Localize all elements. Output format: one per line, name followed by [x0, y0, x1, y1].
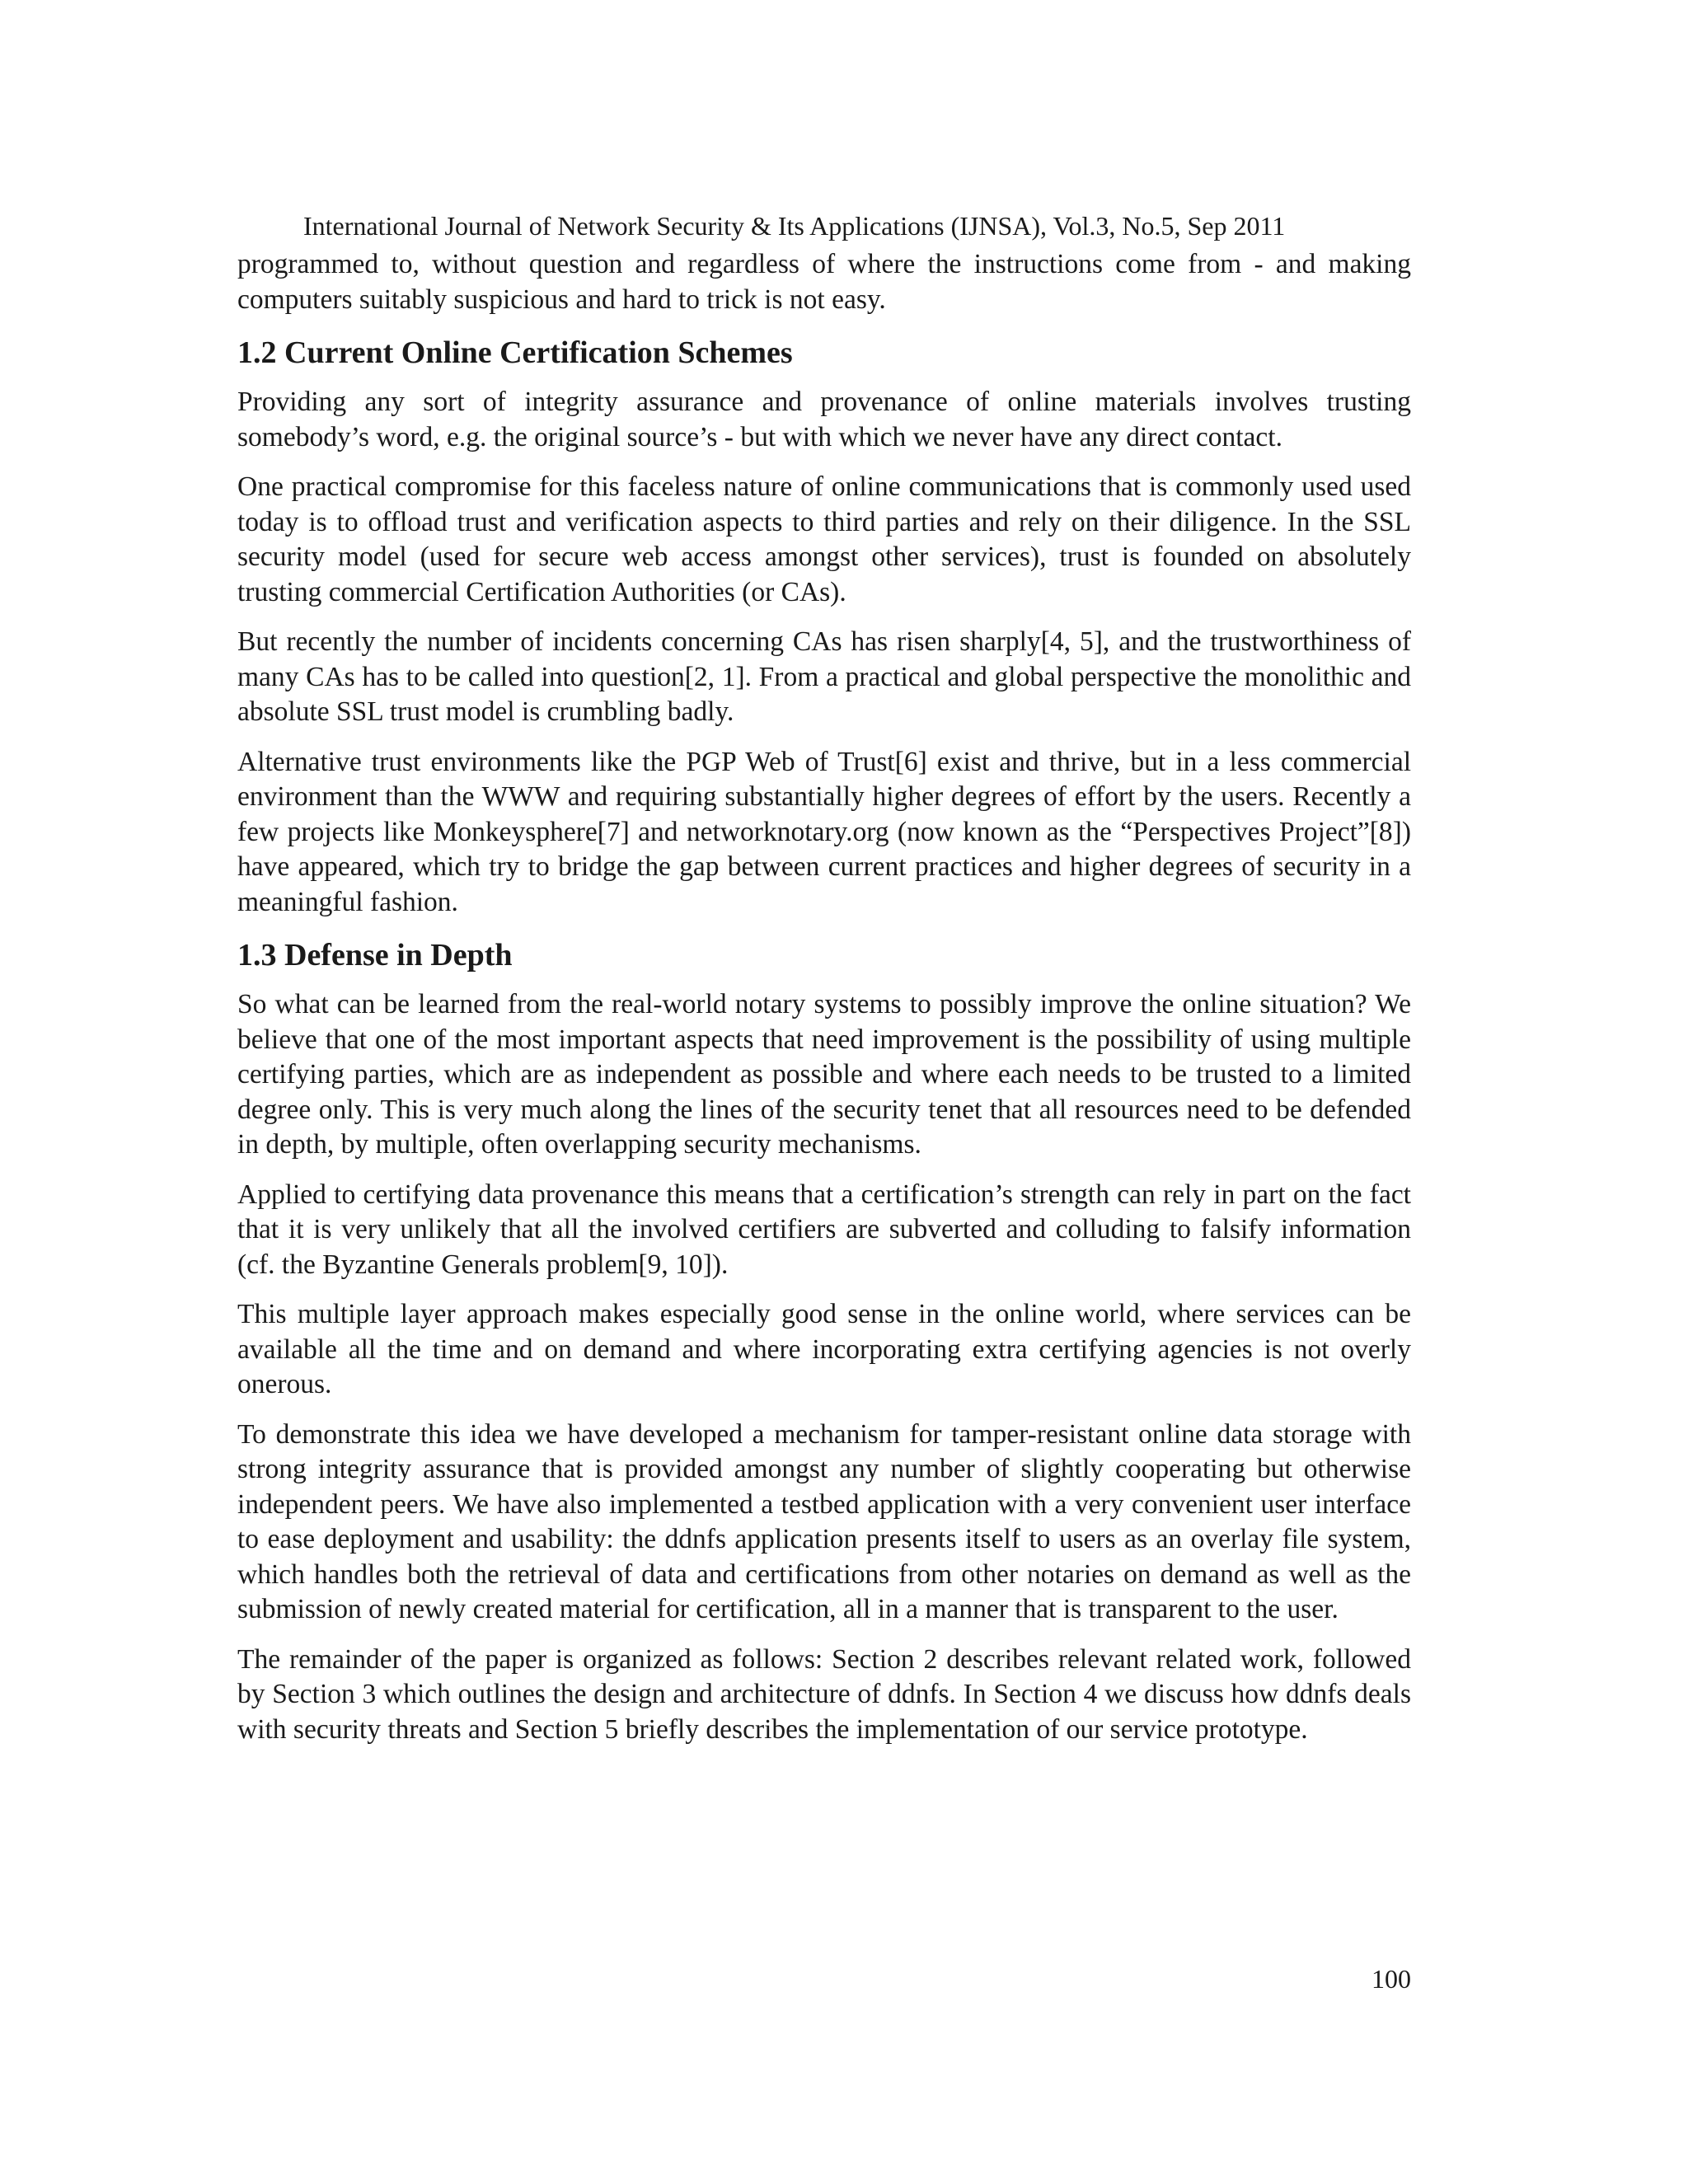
page-body — [237, 247, 1411, 1762]
paragraph: So what can be learned from the real-world notary systems to possibly improve the online situation? We believe that one of the most important aspects that need improvement is the possibility of using multiple certifying parties, which are as independent as possible and where each needs to be trusted to a limited degree only. This is very much along the lines of the security tenet that all resources need to be defended in depth, by multiple, often overlapping security mechanisms. — [237, 989, 1411, 1160]
section-heading-1-2: 1.2 Current Online Certification Schemes — [237, 335, 793, 370]
paragraph: Applied to certifying data provenance this means that a certification’s strength can rely in part on the fact that it is very unlikely that all the involved certifiers are subverted and colluding to falsify information (cf. the Byzantine Generals problem[9, 10]). — [237, 1179, 1411, 1280]
paragraph: Providing any sort of integrity assurance and provenance of online materials involves trusting somebody’s word, e.g. the original source’s - but with which we never have any direct contact. — [237, 387, 1411, 452]
page-number: 100 — [1372, 1964, 1411, 1994]
paragraph: One practical compromise for this faceless nature of online communications that is commonly used used today is to offload trust and verification aspects to third parties and rely on their diligence. In the SSL security model (used for secure web access amongst other services), trust is founded on absolutely trusting commercial Certification Authorities (or CAs). — [237, 471, 1411, 607]
paragraph-continuation: programmed to, without question and regardless of where the instructions come from - and making computers suitably suspicious and hard to trick is not easy. — [237, 249, 1411, 315]
running-header: International Journal of Network Security & Its Applications (IJNSA), Vol.3, No.5, Sep 2011 — [303, 211, 1286, 241]
paragraph: Alternative trust environments like the PGP Web of Trust[6] exist and thrive, but in a less commercial environment than the WWW and requiring substantially higher degrees of effort by the users. Recently a few projects like Monkeysphere[7] and networknotary.org (now known as the “Perspectives Project”[8]) have appeared, which try to bridge the gap between current practices and higher degrees of security in a meaningful fashion. — [237, 746, 1411, 917]
paragraph: This multiple layer approach makes especially good sense in the online world, where services can be available all the time and on demand and where incorporating extra certifying agencies is not overly onerous. — [237, 1299, 1411, 1399]
paragraph: But recently the number of incidents concerning CAs has risen sharply[4, 5], and the trustworthiness of many CAs has to be called into question[2, 1]. From a practical and global perspective the monolithic and absolute SSL trust model is crumbling badly. — [237, 626, 1411, 727]
paragraph: The remainder of the paper is organized as follows: Section 2 describes relevant related work, followed by Section 3 which outlines the design and architecture of ddnfs. In Section 4 we discuss how ddnfs deals with security threats and Section 5 briefly describes the implementation of our service prototype. — [237, 1643, 1411, 1745]
section-heading-1-3: 1.3 Defense in Depth — [237, 938, 513, 972]
paragraph: To demonstrate this idea we have developed a mechanism for tamper-resistant online data storage with strong integrity assurance that is provided amongst any number of slightly cooperating but otherwise independent peers. We have also implemented a testbed application with a very convenient user interface to ease deployment and usability: the ddnfs application presents itself to users as an overlay file system, which handles both the retrieval of data and certifications from other notaries on demand as well as the submission of newly created material for certification, all in a manner that is transparent to the user. — [237, 1418, 1411, 1624]
